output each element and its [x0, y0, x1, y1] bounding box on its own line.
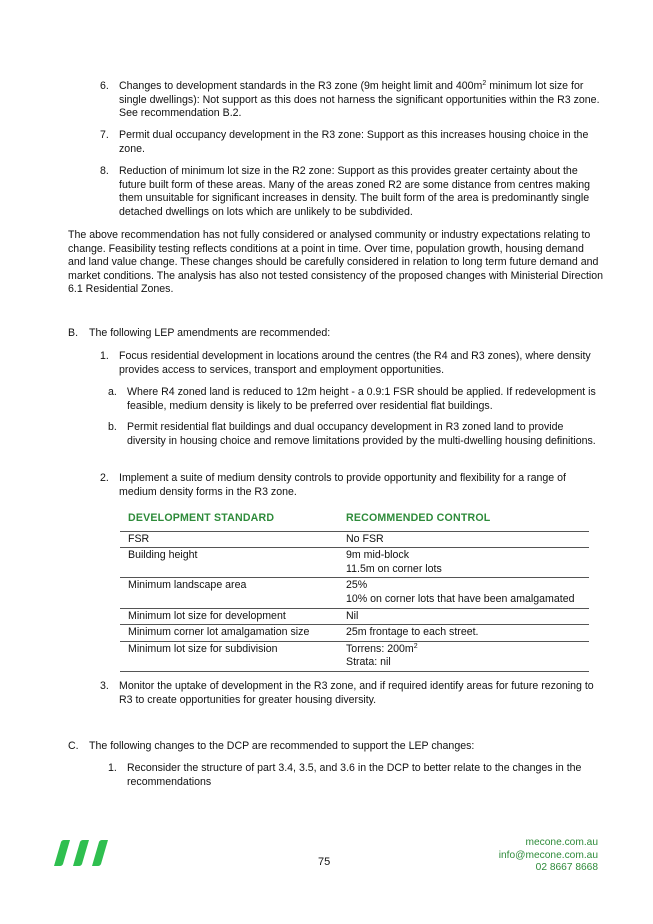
item-text: Reduction of minimum lot size in the R2 zone: Support as this provides greater certainty about the future built form of these areas. Many of the areas zoned R2 are some distance from centres making them unsuitable for significant increases in density. The built form of the area is predominantly single detached dwellings on lots which are unlikely to be subdivided.: [119, 165, 591, 218]
table-cell: Torrens: $200m^2$ Strata: nil: [338, 641, 589, 671]
table-cell: FSR: [120, 531, 338, 548]
item-text: Implement a suite of medium density controls to provide opportunity and flexibility for a range of medium density forms in the R3 zone.: [119, 472, 566, 498]
item-number: 1.: [108, 762, 117, 774]
item-number: 8.: [100, 165, 109, 177]
table-cell: Building height: [120, 548, 338, 578]
item-letter: b.: [108, 421, 117, 433]
body-paragraph: The above recommendation has not fully considered or analysed community or industry expectations relating to change. Feasibility testing reflects conditions at a point in time. Over time, population growth, housing demand and land value change. These changes should be carefully considered in relation to long term future demand and market conditions. The analysis has also not tested consistency of the proposed changes with Ministerial Direction 6.1 Residential Zones.: [68, 229, 604, 296]
page-number: 75: [318, 856, 331, 868]
table-cell: 25% 10% on corner lots that have been amalgamated: [338, 578, 589, 608]
item-text: Reconsider the structure of part 3.4, 3.5, and 3.6 in the DCP to better relate to the changes in the recommendations: [127, 762, 582, 788]
table-row: [120, 548, 589, 578]
item-text: Focus residential development in locations around the centres (the R4 and R3 zones), where density provides access to services, transport and employment opportunities.: [119, 350, 591, 376]
item-number: 3.: [100, 680, 109, 692]
item-text: Changes to development standards in the R3 zone (9m height limit and $400m^2$ minimum lot size for single dwellings): Not support as this does not harness the significant opportunities within the R3 zone. See recommendation B.2.: [119, 80, 600, 120]
table-row: [120, 531, 589, 548]
item-letter: a.: [108, 386, 117, 398]
item-text: Where R4 zoned land is reduced to 12m height - a 0.9:1 FSR should be applied. If redevelopment is feasible, medium density is likely to be preferred over residential flat buildings.: [127, 386, 596, 412]
table-cell: Minimum lot size for subdivision: [120, 641, 338, 671]
item-text: Permit dual occupancy development in the R3 zone: Support as this increases housing choice in the zone.: [119, 129, 589, 155]
table-row: [120, 641, 589, 671]
mecone-logo-icon: [54, 840, 110, 866]
section-heading-text: The following LEP amendments are recommended:: [89, 327, 331, 339]
section-heading-text: The following changes to the DCP are recommended to support the LEP changes:: [89, 740, 475, 752]
item-text: Permit residential flat buildings and dual occupancy development in R3 zoned land to provide diversity in housing choice and remove limitations provided by the multi-dwelling housing definitions.: [127, 421, 596, 447]
table-row: [120, 608, 589, 625]
section-letter: B.: [68, 327, 79, 339]
website-link[interactable]: mecone.com.au: [525, 837, 598, 848]
section-letter: C.: [68, 740, 79, 752]
item-number: 2.: [100, 472, 109, 484]
table-cell: Minimum landscape area: [120, 578, 338, 608]
table-header-row: [120, 512, 589, 531]
item-number: 1.: [100, 350, 109, 362]
table-cell: Minimum corner lot amalgamation size: [120, 625, 338, 642]
table-cell: No FSR: [338, 531, 589, 548]
item-number: 6.: [100, 80, 109, 92]
footer-contact: [499, 837, 598, 875]
column-header: RECOMMENDED CONTROL: [338, 512, 589, 531]
table-row: [120, 625, 589, 642]
item-number: 7.: [100, 129, 109, 141]
column-header: DEVELOPMENT STANDARD: [120, 512, 338, 531]
table-row: [120, 578, 589, 608]
table-cell: Nil: [338, 608, 589, 625]
email-link[interactable]: info@mecone.com.au: [498, 849, 598, 861]
phone-number: 02 8667 8668: [535, 862, 598, 874]
controls-table: [120, 512, 589, 672]
table-cell: 9m mid-block 11.5m on corner lots: [338, 548, 589, 578]
table-cell: Minimum lot size for development: [120, 608, 338, 625]
table-cell: 25m frontage to each street.: [338, 625, 589, 642]
item-text: Monitor the uptake of development in the R3 zone, and if required identify areas for future rezoning to R3 to create opportunities for greater housing diversity.: [119, 680, 594, 706]
